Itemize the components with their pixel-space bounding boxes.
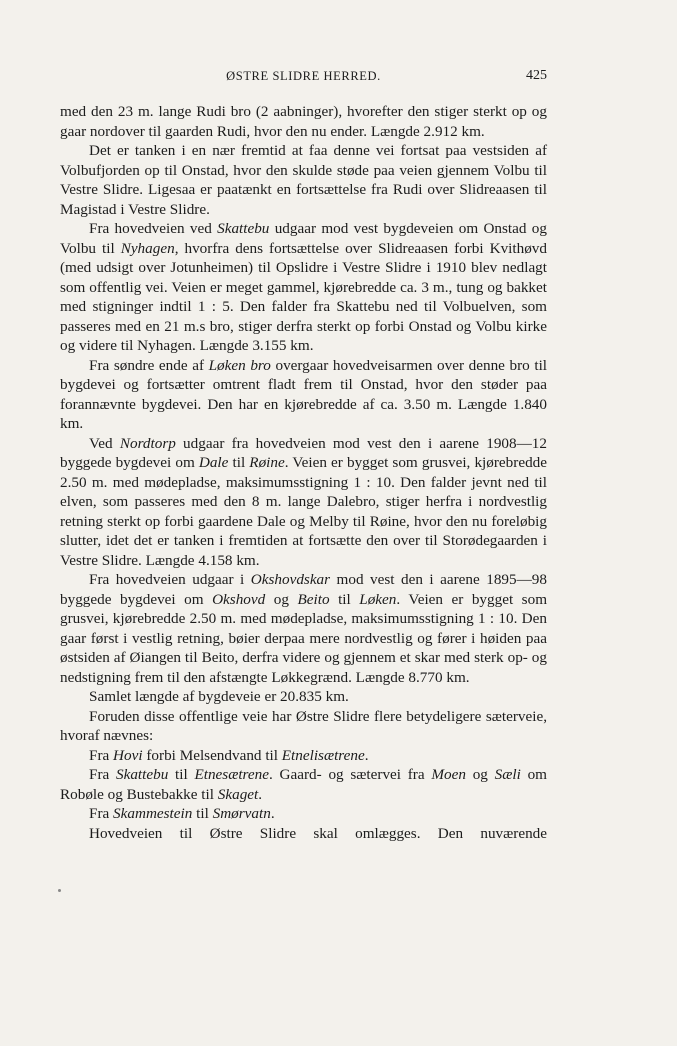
text-run: udgaar fra hovedveien mod vest den i aarene 1908—12 byggede bygdevei om: [60, 434, 547, 471]
text-run: overgaar hovedveisarmen over denne bro til bygdevei og fortsætter omtrent fladt frem til Onstad, hvor den støder paa forannævnte bygdevei. Den har en kjørebredde af ca. 3.50 m. Længde 1.840 km.: [60, 356, 548, 432]
text-run: Foruden disse offentlige veie har Østre Slidre flere betydeligere sæterveie, hvoraf nævnes:: [60, 707, 547, 744]
text-run: Ved: [89, 434, 120, 452]
italic-place-name: Løken: [359, 590, 397, 608]
text-run: . Gaard- og sætervei fra: [268, 766, 432, 783]
paragraph-p5: [60, 434, 547, 571]
text-run: Det er tanken i en nær fremtid at faa denne vei fortsat paa vestsiden af Volbufjorden op til Onstad, hvor den skulde støde paa veien gjennem Volbu til Vestre Slidre. Ligesaa er paatænkt en fortsættelse fra Rudi over Slidreaasen til Magistad i Vestre Slidre.: [60, 142, 547, 218]
italic-place-name: Røine: [249, 454, 285, 471]
text-run: Fra søndre ende af: [89, 356, 209, 374]
text-run: mod vest den i aarene 1895—98 byggede bygdevei om: [60, 571, 547, 608]
text-run: Hovedveien til Østre Slidre skal omlægges. Den nuværende: [89, 824, 547, 842]
italic-place-name: Moen: [431, 766, 466, 783]
italic-place-name: Nyhagen: [120, 239, 175, 257]
text-run: . Veien er bygget som grusvei, kjørebredde 2.50 m. med mødepladse, maksimumsstigning 1 : 10. Den falder jevnt ned til elven, som passeres med den 8 m. lange Dalebro, stiger herfra i nordvestlig retning sterkt op forbi gaardene Dale og Melby til Røine, hvor den nu foreløbig slutter, idet det er tanken i fremtiden at fortsætte den over til Storødegaarden i Vestre Slidre. Længde 4.158 km.: [60, 454, 547, 569]
text-run: Fra: [89, 766, 116, 783]
italic-place-name: Etnelisætrene: [281, 746, 365, 764]
text-run: til: [329, 590, 360, 608]
italic-place-name: Okshovd: [212, 590, 266, 608]
paragraph-p12: [60, 824, 547, 844]
text-run: Fra: [89, 805, 114, 822]
text-run: , hvorfra dens fortsættelse over Slidreaasen forbi Kvithøvd (med udsigt over Jotunheimen) til Opslidre i Vestre Slidre i 1910 blev nedlagt som offentlig vei. Veien er meget gammel, kjørebredde ca. 3 m., tung og bakket med stigninger indtil 1 : 5. Den falder fra Skattebu ned til Volbuelven, som passeres med en 21 m.s bro, stiger derfra sterkt op forbi Onstad og Volbu kirke og videre til Nyhagen. Længde 3.155 km.: [60, 239, 547, 354]
running-title: ØSTRE SLIDRE HERRED.: [226, 69, 381, 83]
text-run: om Robøle og Bustebakke til: [60, 766, 547, 803]
italic-place-name: Nordtorp: [119, 434, 176, 452]
italic-place-name: Smørvatn: [212, 805, 271, 822]
text-run: Samlet længde af bygdeveie er 20.835 km.: [89, 688, 349, 705]
running-header: [60, 69, 547, 85]
paragraph-p9: [60, 746, 547, 766]
italic-place-name: Okshovdskar: [250, 571, 331, 588]
text-run: forbi Melsendvand til: [142, 746, 282, 764]
text-run: Fra hovedveien udgaar i: [89, 571, 251, 588]
text-run: og: [265, 590, 298, 608]
italic-place-name: Sæli: [494, 766, 521, 783]
text-run: udgaar mod vest bygdeveien om Onstad og Volbu til: [60, 220, 547, 257]
paragraph-p10: [60, 765, 547, 804]
text-run: til: [168, 766, 195, 783]
paragraph-p6: [60, 570, 547, 687]
paragraph-p8: [60, 707, 547, 746]
paragraph-p2: [60, 141, 547, 219]
italic-place-name: Skammestein: [113, 805, 193, 822]
margin-speck: [58, 889, 61, 892]
text-run: Fra: [89, 746, 114, 764]
text-run: .: [258, 785, 263, 803]
body-text: [60, 102, 547, 843]
italic-place-name: Hovi: [113, 746, 143, 764]
italic-place-name: Løken bro: [208, 356, 271, 374]
text-run: Fra hovedveien ved: [89, 220, 218, 237]
page-number: 425: [526, 68, 547, 83]
italic-place-name: Etnesætrene: [194, 766, 269, 783]
paragraph-p4: [60, 356, 547, 434]
text-run: . Veien er bygget som grusvei, kjørebredde 2.50 m. med mødepladse, maksimumsstigning 1 : 10. Den gaar først i vestlig retning, bøier derpaa mere nordvestlig og fører i høiden paa østsiden af Øiangen til Beito, derfra videre og gjennem et skar med sterk op- og nedstigning frem til den afstængte Løkkegrænd. Længde 8.770 km.: [60, 590, 548, 686]
paragraph-p7: [60, 687, 547, 707]
italic-place-name: Skattebu: [217, 220, 270, 237]
text-run: med den 23 m. lange Rudi bro (2 aabninger), hvorefter den stiger sterkt op og gaar nordover til gaarden Rudi, hvor den nu ender. Længde 2.912 km.: [60, 103, 547, 140]
italic-place-name: Dale: [198, 454, 229, 471]
paragraph-p1: [60, 102, 547, 141]
text-run: og: [465, 766, 495, 783]
text-run: .: [364, 746, 369, 764]
text-run: .: [270, 805, 275, 822]
italic-place-name: Skattebu: [116, 766, 169, 783]
text-run: til: [228, 454, 250, 471]
italic-place-name: Skaget: [217, 785, 259, 803]
paragraph-p11: [60, 804, 547, 824]
italic-place-name: Beito: [297, 590, 330, 608]
text-run: til: [192, 805, 213, 822]
paragraph-p3: [60, 219, 547, 356]
